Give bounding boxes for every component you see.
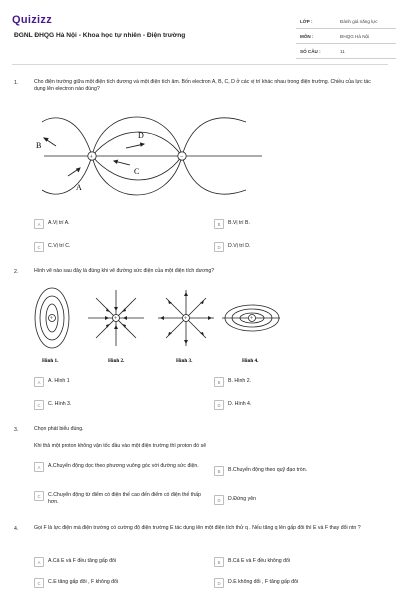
option-text: A.Cả E và F đều tăng gấp đôi (48, 557, 117, 564)
question-number: 2. (14, 269, 19, 275)
option-text: D.E không đổi , F tăng gấp đôi (228, 578, 299, 585)
option-letter-box: B (214, 557, 224, 567)
option-letter-box: C (34, 400, 44, 410)
header-divider (12, 64, 388, 65)
option-letter-box: A (34, 377, 44, 387)
option-text: C. Hình 3. (48, 400, 72, 407)
meta-label: LỚP : (300, 18, 313, 24)
option-letter-box: D (214, 400, 224, 410)
figure-caption: Hình 1. (42, 358, 59, 364)
question-number: 1. (14, 80, 19, 86)
option-text: C.Chuyển động từ điểm có điện thế cao đến điểm có điện thế thấp hơn. (48, 491, 201, 505)
option-text: B. Hình 2. (228, 377, 252, 384)
svg-text:−: − (180, 154, 184, 161)
option-letter-box: B (214, 377, 224, 387)
answer-option-c[interactable] (34, 242, 70, 252)
meta-row-count (296, 44, 396, 59)
meta-value: 11 (340, 48, 345, 54)
figure-label: B (36, 141, 42, 150)
quizizz-logo: Quizizz (12, 14, 52, 26)
answer-option-d[interactable] (214, 400, 251, 410)
field-figures (30, 284, 280, 366)
figure-caption: Hình 3. (176, 358, 193, 364)
option-letter-box: A (34, 462, 44, 472)
answer-option-a[interactable] (34, 377, 70, 387)
answer-option-c[interactable] (34, 578, 118, 588)
question-text: Cho điện trường giữa một điện tích dương và một điện tích âm. Bốn electron A, B, C, D ở các vị trí khác nhau trong điện trường. Chiều của lực tác dụng lên electron nào đúng? (34, 79, 371, 93)
option-text: D.Vị trí D. (228, 242, 251, 249)
option-letter-box: D (214, 578, 224, 588)
figure-label: C (134, 167, 140, 176)
meta-row-subject (296, 29, 396, 44)
option-letter-box: A (34, 219, 44, 229)
meta-value: ĐHQG Hà Nội (340, 33, 370, 39)
figure-caption: Hình 4. (242, 358, 259, 364)
worksheet-title: ĐGNL ĐHQG Hà Nội - Khoa học tự nhiên - Điện trường (14, 32, 186, 39)
answer-option-b[interactable] (214, 557, 290, 567)
worksheet-meta (296, 14, 396, 59)
option-text: A.Vị trí A. (48, 219, 70, 226)
option-letter-box: B (214, 466, 224, 476)
option-text: A. Hình 1 (48, 377, 70, 384)
option-letter-box: D (214, 495, 224, 505)
answer-option-d[interactable] (214, 242, 250, 252)
answer-option-a[interactable] (34, 557, 116, 567)
svg-text:+: + (113, 316, 118, 323)
option-text: B.Vị trí B. (228, 219, 250, 226)
option-letter-box: D (214, 242, 224, 252)
question-number: 4. (14, 526, 19, 532)
question-text: Chọn phát biểu đúng. (34, 426, 84, 432)
option-text: C.E tăng gấp đôi , F không đổi (48, 578, 119, 585)
option-text: B.Cả E và F đều không đổi (228, 557, 290, 564)
option-text: A.Chuyển động dọc theo phương vuông góc với đường sức điện. (48, 462, 199, 469)
meta-label: SỐ CÂU : (300, 48, 321, 54)
answer-option-b[interactable] (214, 377, 251, 387)
answer-option-c[interactable] (34, 491, 204, 506)
meta-label: MÔN : (300, 33, 314, 39)
figure-caption: Hình 2. (108, 358, 125, 364)
answer-option-d[interactable] (214, 495, 256, 505)
answer-option-b[interactable] (214, 466, 307, 476)
svg-text:+: + (249, 316, 254, 323)
svg-text:+: + (183, 316, 188, 323)
option-letter-box: B (214, 219, 224, 229)
option-letter-box: C (34, 491, 44, 501)
answer-option-a[interactable] (34, 219, 70, 229)
answer-option-c[interactable] (34, 400, 71, 410)
option-text: B.Chuyển động theo quỹ đạo tròn. (228, 466, 308, 473)
meta-value: Đánh giá năng lực (340, 18, 378, 24)
question-text: Gọi F là lực điện mà điện trường có cường độ điện trường E tác dụng lên một điện tích thử q . Nếu tăng q lên gấp đôi thì E và F thay đổi ntn ? (34, 525, 361, 531)
question-number: 3. (14, 427, 19, 433)
option-text: D.Đứng yên (228, 495, 256, 502)
question-subtext: Khi thả một proton không vận tốc đầu vào một điện trường thì proton đó sẽ (34, 443, 207, 449)
meta-row-class (296, 14, 396, 29)
option-letter-box: C (34, 242, 44, 252)
field-lines-figure (34, 104, 274, 209)
option-text: C.Vị trí C. (48, 242, 71, 249)
answer-option-d[interactable] (214, 578, 298, 588)
figure-label: D (138, 131, 144, 140)
svg-text:+: + (49, 316, 54, 323)
answer-option-b[interactable] (214, 219, 250, 229)
option-text: D. Hình 4. (228, 400, 252, 407)
svg-text:+: + (89, 154, 93, 161)
option-letter-box: C (34, 578, 44, 588)
figure-label: A (76, 183, 82, 192)
option-letter-box: A (34, 557, 44, 567)
question-text: Hình vẽ nào sau đây là đúng khi vẽ đường sức điện của một điện tích dương? (34, 268, 215, 274)
answer-option-a[interactable] (34, 462, 204, 472)
